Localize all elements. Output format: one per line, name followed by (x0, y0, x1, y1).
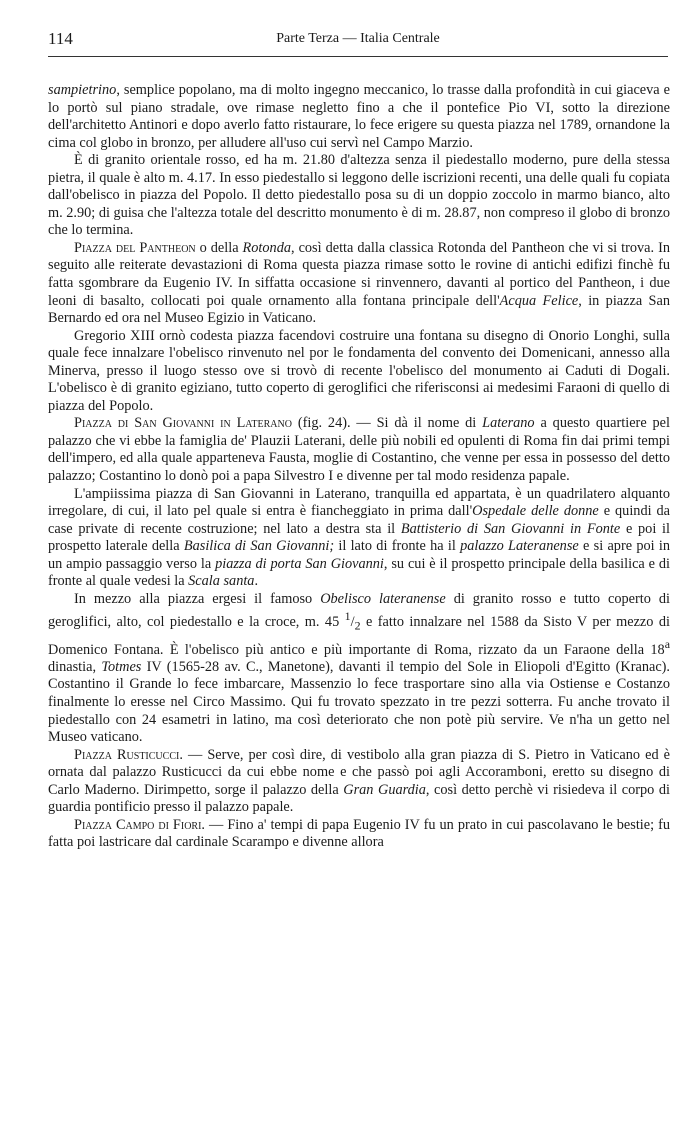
text-run: , così detta dalla classica Rotonda del Pantheon che vi si trova. In seguito alle reiterate devastazioni di Roma questa piazza rimase sotto le rovine di antichi edifizi finchè fu fatta sgombrare da Eugenio IV. In siffatta occasione si rinvennero, davanti al portico del Pantheon, i due leoni di basalto, collocati poi quale ornamento alla fontana principale dell' (48, 239, 670, 309)
text-run: , semplice popolano, ma di molto ingegno meccanico, lo trasse dalla profondità in cui giaceva e lo portò sul piano stradale, ove rimase negletto fino a che il pontefice Pio VI, sotto la direzione dell'architetto Antinori e dopo averlo fatto ristaurare, lo fece erigere su questa piazza nel 1789, ornandone la cima col globo in bronzo, per alludere all'uso cui servì nel Campo Marzio. (48, 82, 670, 151)
page-number: 114 (48, 29, 73, 48)
text-run: e poi il prospetto laterale della (48, 520, 670, 555)
italic-term: palazzo Lateranense (460, 538, 579, 555)
text-run: , così detto perchè vi risiedeva il corpo di guardia pontificio presso il palazzo papale. (48, 781, 670, 816)
text-run: e quindi da case private di recente costruzione; nel lato a destra sta il (48, 503, 670, 537)
text-run: 1 (344, 609, 351, 624)
italic-term: sampietrino (48, 82, 117, 98)
italic-term: Laterano (482, 415, 535, 432)
text-run: e si apre poi in un ampio passaggio verso la (48, 538, 670, 572)
text-run: Gregorio XIII ornò codesta piazza facendovi costruire una fontana su disegno di Onorio Longhi, sulla quale fece innalzare l'obelisco rinvenuto nel por le fondamenta del convento dei Domenicani, annesso alla Minerva, presso il luogo stesso ove si trovò di recente l'obelisco del monumento ai Caduti di Dogali. L'obelisco è di granito egiziano, tutto coperto di geroglifici che riferisconsi ai medesimi Faraoni di quello di piazza del Popolo. (48, 327, 670, 414)
text-run: , in piazza San Bernardo ed ora nel Museo Egizio in Vaticano. (48, 292, 670, 327)
italic-term: Battisterio di San Giovanni in Fonte (400, 520, 621, 537)
text-run: (fig. 24). — Si dà il nome di (291, 415, 483, 432)
section-heading: Piazza di San Giovanni in Laterano (74, 415, 292, 432)
italic-term: Ospedale delle donne (472, 503, 599, 520)
paragraph (48, 747, 670, 817)
italic-term: Obelisco lateranense (320, 590, 446, 607)
text-run: È di granito orientale rosso, ed ha m. 21.80 d'altezza senza il piedestallo moderno, pure della stessa pietra, il quale è alto m. 4.17. In esso piedestallo si leggono delle iscrizioni recenti, una delle quali fu copiata dall'obelisco in piazza del Popolo. Il detto piedestallo posa su di un doppio zoccolo in marmo bianco, alto m. 2.90; di guisa che l'altezza totale del descritto monumento è di m. 28.87, non compreso il globo di bronzo che lo termina. (48, 152, 670, 239)
text-run: — Serve, per così dire, di vestibolo alla gran piazza di S. Pietro in Vaticano ed è ornata dal palazzo Rusticucci da cui ebbe nome e che passò poi agli Accoramboni, eretto su disegno di Carlo Maderno. Dirimpetto, sorge il palazzo della (48, 746, 670, 798)
section-heading: Piazza Campo di Fiori. (74, 816, 206, 833)
text-run: / (350, 614, 355, 631)
section-heading: Piazza del Pantheon (74, 239, 196, 256)
italic-term: Rotonda (242, 239, 291, 256)
text-run: a (664, 636, 670, 651)
text-run: , su cui è il prospetto principale della basilica e di fronte al quale vedesi la (48, 555, 670, 590)
section-heading: Piazza Rusticucci. (74, 746, 183, 763)
italic-term: Acqua Felice (499, 292, 579, 309)
paragraph (48, 82, 670, 152)
text-run: dinastia, (48, 658, 102, 675)
text-run: 2 (354, 619, 361, 634)
paragraph (48, 152, 670, 240)
text-run: IV (1565-28 av. C., Manetone), davanti il tempio del Sole in Eliopoli d'Egitto (Kranac). Costantino il Grande lo fece imbarcare, Massenzio lo fece trasportare sino alla via Ostiense e Costanzo finalmente lo eresse nel Circo Massimo. Qui fu trovato spezzato in tre pezzi sotterra. Fu anche trovato il piedestallo con 24 esametri in latino, ma così deteriorato che non potè più servire. Ve n'ha un getto nel Museo vaticano. (48, 658, 670, 746)
paragraph (48, 415, 670, 485)
text-run: — Fino a' tempi di papa Eugenio IV fu un prato in cui pascolavano le bestie; fu fatta poi lastricare dal cardinale Scarampo e divenne allora (48, 816, 670, 851)
page-header (48, 29, 668, 51)
header-rule (48, 56, 668, 57)
text-run: il lato di fronte ha il (334, 538, 461, 555)
running-title: Parte Terza — Italia Centrale (276, 31, 440, 46)
body-text (48, 82, 670, 1132)
paragraph (48, 240, 670, 328)
paragraph (48, 328, 670, 416)
italic-term: Basilica di San Giovanni; (183, 538, 335, 555)
text-run: di granito rosso e tutto coperto di geroglifici, alto, col piedestallo e la croce, m. 45 (48, 590, 670, 631)
text-run: L'ampiissima piazza di San Giovanni in Laterano, tranquilla ed appartata, è un quadrilatero alquanto irregolare, di cui, il lato pel quale si entra è fiancheggiato in prima dall' (48, 485, 670, 520)
paragraph (48, 817, 670, 852)
italic-term: Totmes (101, 658, 142, 675)
text-run: e fatto innalzare nel 1588 da Sisto V per mezzo di Domenico Fontana. È l'obelisco più antico e più importante di Roma, rizzato da un Faraone della 18 (48, 614, 670, 658)
text-run: In mezzo alla piazza ergesi il famoso (74, 590, 321, 607)
text-run: o della (195, 239, 243, 256)
text-run: . (254, 573, 259, 590)
text-run: a questo quartiere pel palazzo che vi ebbe la famiglia de' Plauzii Laterani, delle più nobili ed opulenti di Roma fin dai primi tempi dell'impero, ed alla quale apparteneva Fausta, moglie di Costantino, che venne per essa in possesso del detto palazzo; Costantino lo donò poi a papa Silvestro I e divenne per tal modo residenza papale. (48, 415, 670, 485)
italic-term: Gran Guardia (343, 781, 426, 798)
paragraph (48, 486, 670, 591)
italic-term: Scala santa (188, 573, 255, 590)
italic-term: piazza di porta San Giovanni (215, 555, 384, 572)
paragraph (48, 591, 670, 747)
